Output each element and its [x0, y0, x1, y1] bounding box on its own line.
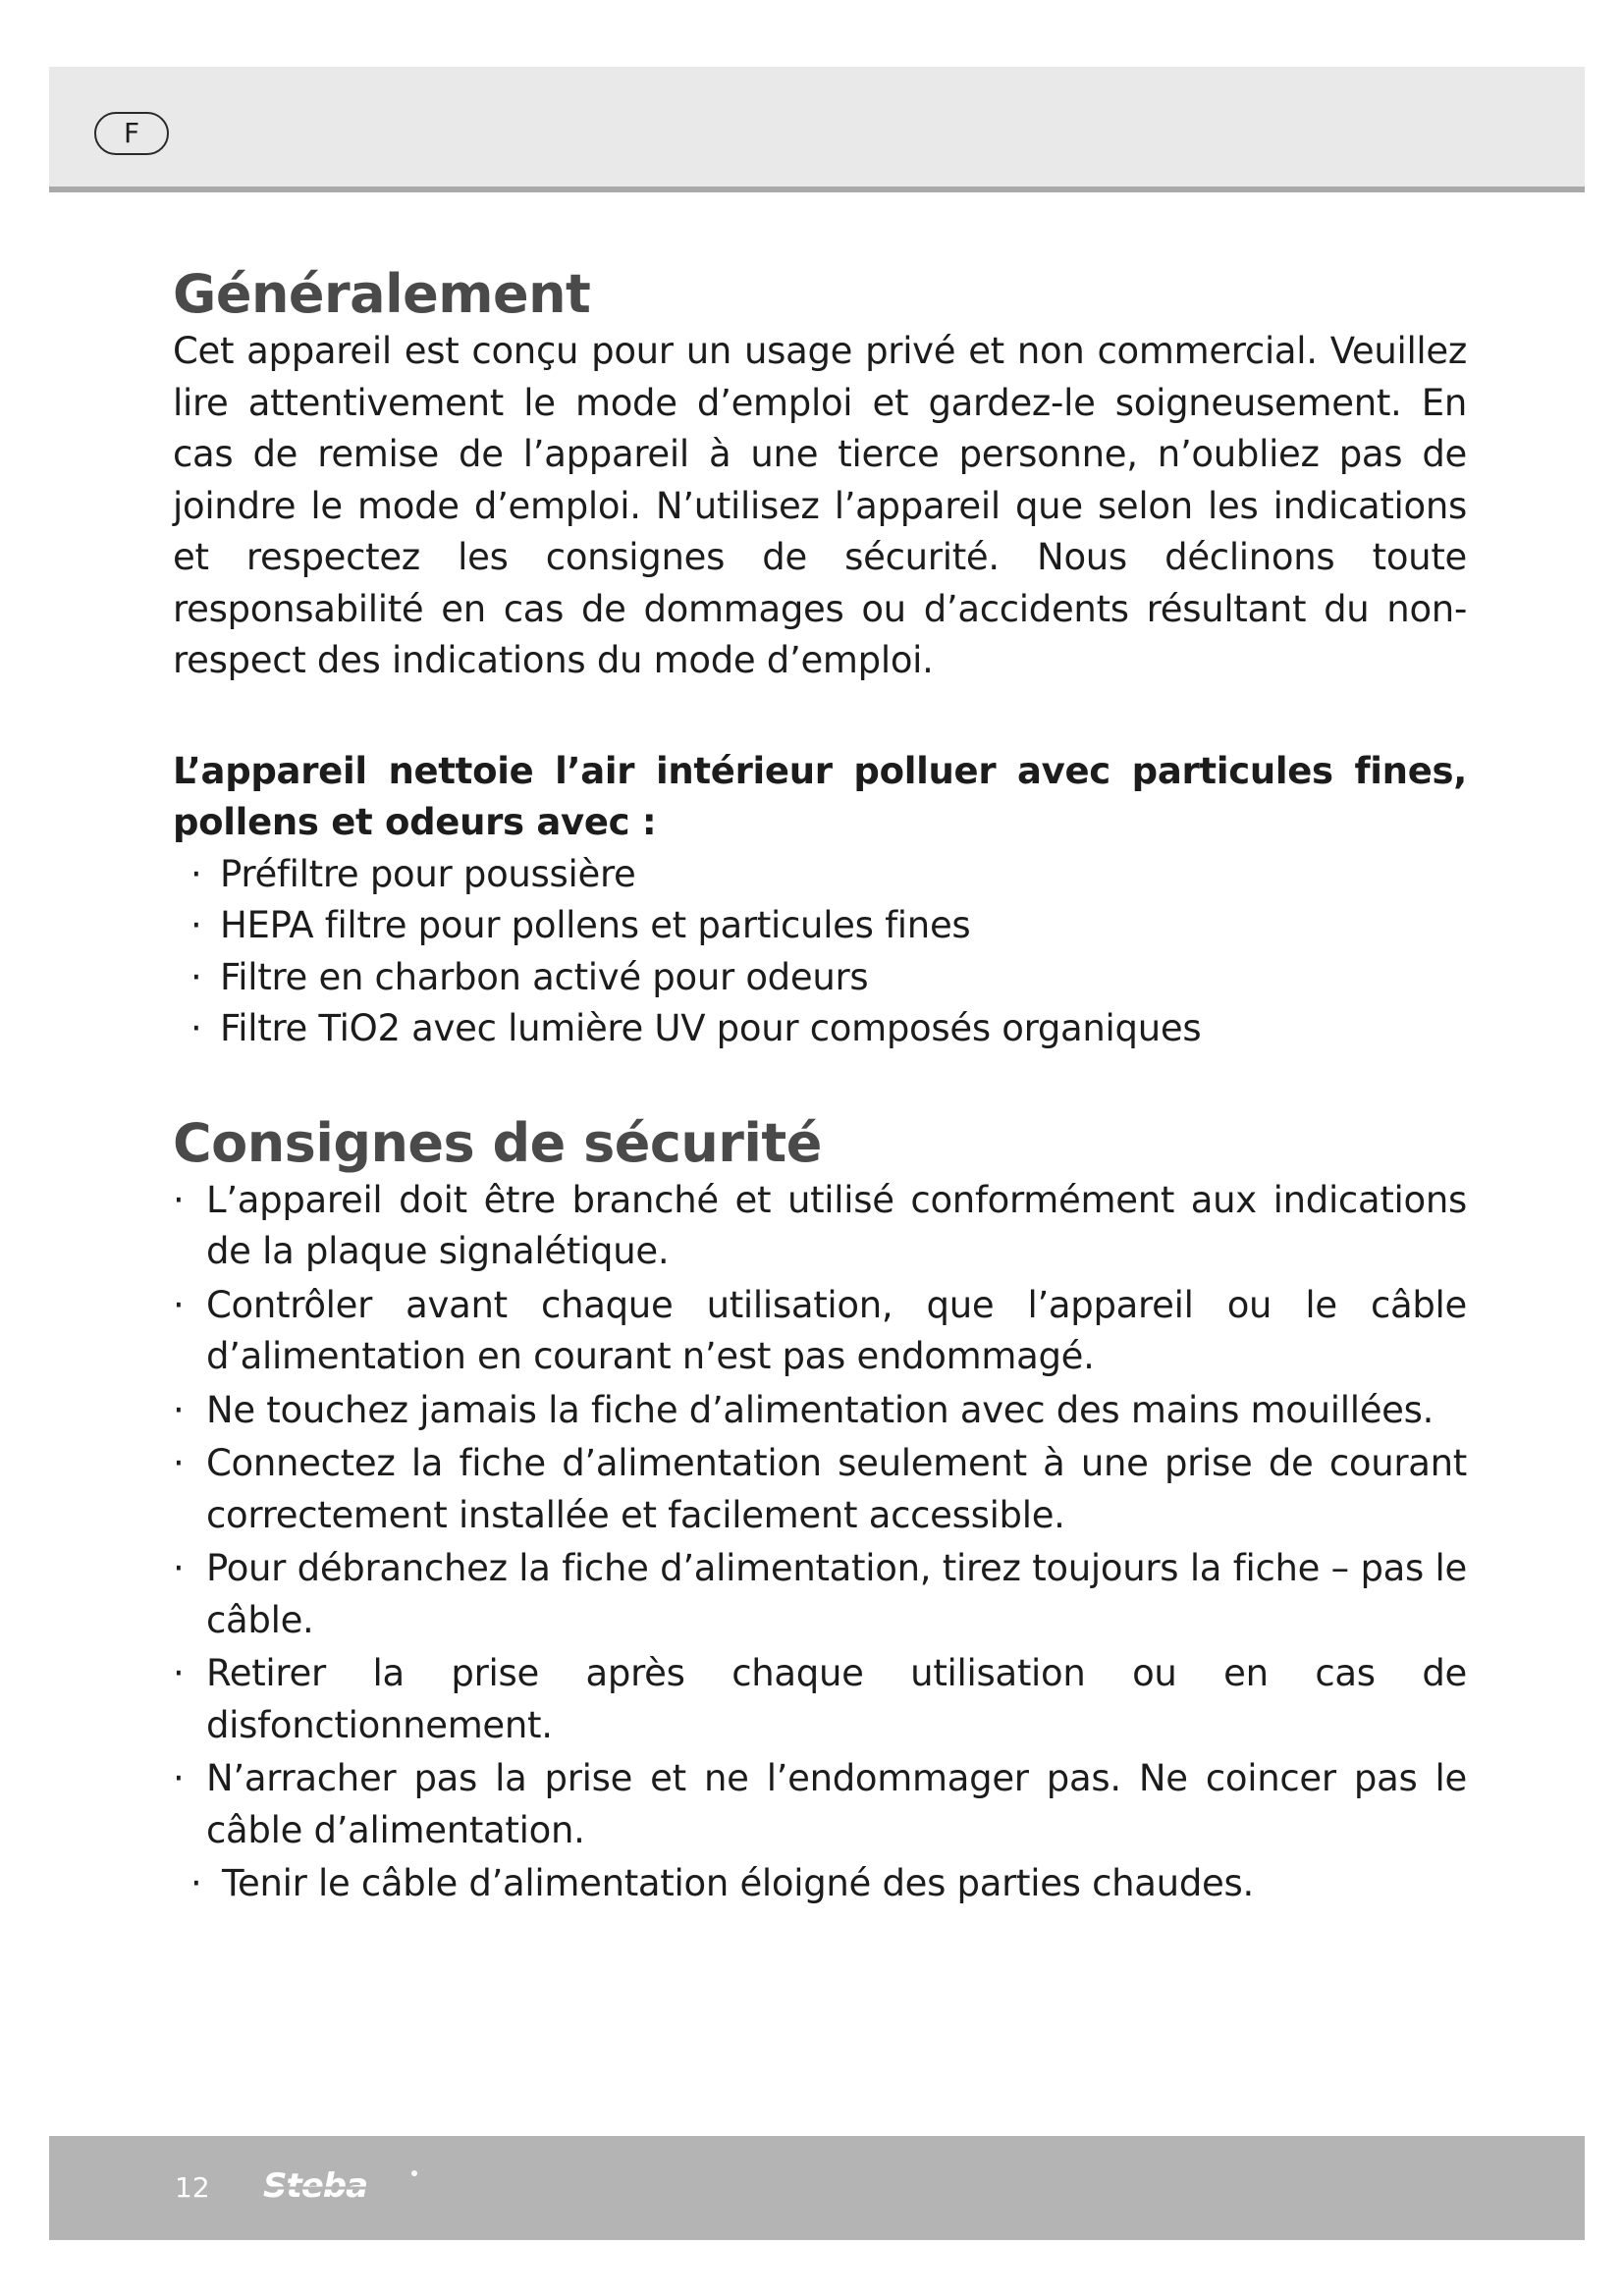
language-badge: F: [94, 112, 169, 155]
safety-item: · Retirer la prise après chaque utilisation ou en cas de disfonctionnement.: [173, 1648, 1467, 1751]
section-safety-title: Consignes de sécurité: [173, 1111, 822, 1174]
steba-logo-icon: [259, 2165, 426, 2209]
safety-item: · N’arracher pas la prise et ne l’endommager pas. Ne coincer pas le câble d’alimentation.: [173, 1753, 1467, 1856]
page-number: 12: [175, 2171, 210, 2204]
general-paragraph: Cet appareil est conçu pour un usage privé et non commercial. Veuillez lire attentivement le mode d’emploi et gardez-le soigneusement. En cas de remise de l’appareil à une tierce personne, n’oubliez pas de joindre le mode d’emploi. N’utilisez l’appareil que selon les indications et respectez les consignes de sécurité. Nous déclinons toute responsabilité en cas de dommages ou d’accidents résultant du non-respect des indications du mode d’emploi.: [173, 330, 1467, 681]
feature-list: [173, 849, 1467, 1055]
safety-item: · Ne touchez jamais la fiche d’alimentation avec des mains mouillées.: [173, 1385, 1467, 1437]
features-heading: L’appareil nettoie l’air intérieur polluer avec particules fines, pollens et odeurs avec :: [173, 749, 1467, 843]
safety-item: · Contrôler avant chaque utilisation, que l’appareil ou le câble d’alimentation en courant n’est pas endommagé.: [173, 1280, 1467, 1383]
footer-band: [49, 2136, 1585, 2240]
safety-item: · Pour débranchez la fiche d’alimentation, tirez toujours la fiche – pas le câble.: [173, 1543, 1467, 1646]
safety-item: · Tenir le câble d’alimentation éloigné des parties chaudes.: [173, 1858, 1467, 1910]
feature-item: · Filtre TiO2 avec lumière UV pour composés organiques: [173, 1003, 1467, 1055]
safety-item: · L’appareil doit être branché et utilisé conformément aux indications de la plaque signalétique.: [173, 1175, 1467, 1278]
feature-item: · HEPA filtre pour pollens et particules fines: [173, 900, 1467, 952]
section-general: [173, 263, 1467, 1055]
safety-item: · Connectez la fiche d’alimentation seulement à une prise de courant correctement installée et facilement accessible.: [173, 1438, 1467, 1541]
feature-item: · Filtre en charbon activé pour odeurs: [173, 952, 1467, 1004]
feature-item: · Préfiltre pour poussière: [173, 849, 1467, 901]
page-content: [173, 263, 1467, 1912]
safety-list: [173, 1175, 1467, 1910]
brand-logo-text: Steba: [263, 2166, 368, 2206]
section-general-title: Généralement: [173, 263, 591, 325]
brand-logo: [259, 2165, 426, 2209]
section-safety: [173, 1112, 1467, 1910]
header-band: [49, 67, 1585, 192]
